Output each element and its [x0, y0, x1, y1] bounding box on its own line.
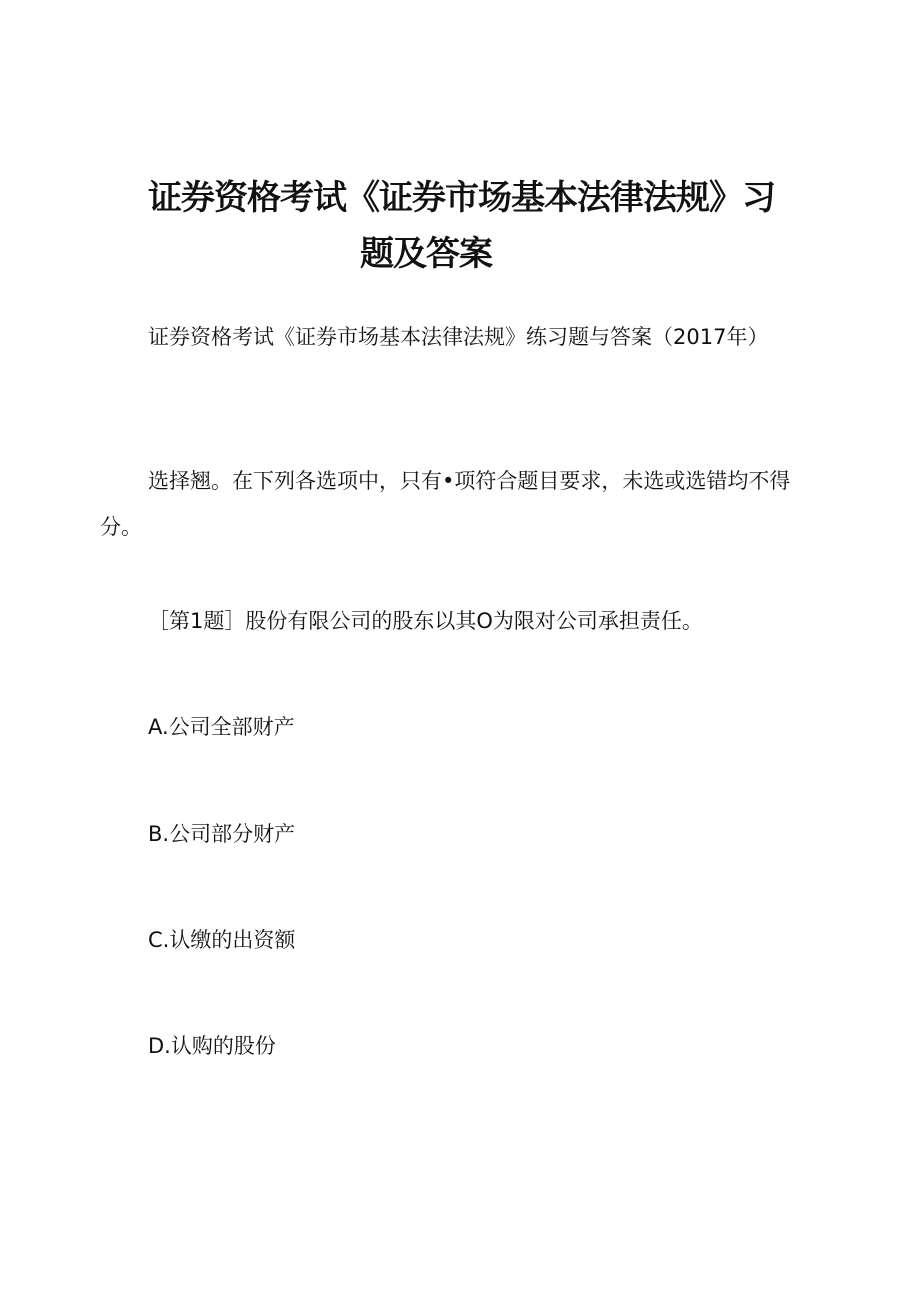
- title-line-2: 题及答案: [360, 234, 492, 274]
- document-title: [148, 170, 808, 282]
- title-line-1: 证券资格考试《证券市场基本法律法规》习: [148, 178, 775, 218]
- option-d: D.认购的股份: [148, 1034, 276, 1058]
- option-a: A.公司全部财产: [148, 715, 295, 739]
- option-b: B.公司部分财产: [148, 822, 296, 846]
- question-instructions: 选择翘。在下列各选项中，只有•项符合题目要求，未选或选错均不得分。: [100, 469, 791, 539]
- document-subtitle: 证券资格考试《证券市场基本法律法规》练习题与答案（2017年）: [148, 325, 769, 349]
- question-1-text: ［第1题］股份有限公司的股东以其O为限对公司承担责任。: [148, 609, 703, 633]
- option-c: C.认缴的出资额: [148, 928, 296, 952]
